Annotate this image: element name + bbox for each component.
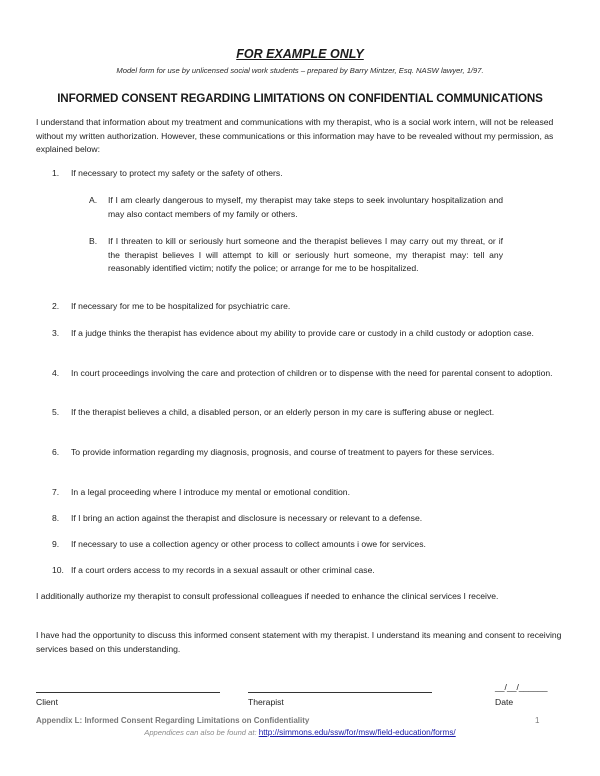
footer-note-text: Appendices can also be found at:	[144, 728, 259, 737]
list-text: If necessary to protect my safety or the safety of others.	[71, 168, 283, 178]
list-item	[52, 300, 572, 314]
authorization-paragraph: I additionally authorize my therapist to consult professional colleagues if needed to enhance the clinical services I receive.	[36, 591, 499, 601]
list-text: If necessary to use a collection agency or other process to collect amounts i owe for services.	[71, 539, 426, 549]
date-label: Date	[495, 697, 514, 707]
list-number: 10.	[52, 565, 64, 575]
list-text: If a judge thinks the therapist has evidence about my ability to provide care or custody in a child custody or adoption case.	[71, 328, 534, 338]
list-item	[52, 406, 572, 420]
sub-list-item	[89, 194, 503, 221]
example-only-heading: FOR EXAMPLE ONLY	[236, 47, 364, 61]
sub-list-item	[89, 235, 503, 276]
list-item	[52, 327, 572, 341]
form-attribution: Model form for use by unlicensed social work students – prepared by Barry Mintzer, Esq. NASW lawyer, 1/97.	[116, 66, 484, 75]
list-item	[52, 367, 572, 381]
list-item	[52, 512, 572, 526]
page-title: INFORMED CONSENT REGARDING LIMITATIONS ON CONFIDENTIAL COMMUNICATIONS	[57, 92, 543, 105]
page-number: 1	[535, 716, 540, 725]
list-item	[52, 446, 572, 460]
footer-appendix-title: Appendix L: Informed Consent Regarding Limitations on Confidentiality	[36, 716, 310, 725]
list-text: In a legal proceeding where I introduce my mental or emotional condition.	[71, 487, 350, 497]
client-label: Client	[36, 697, 58, 707]
list-number: 4.	[52, 368, 60, 378]
list-number: 3.	[52, 328, 60, 338]
list-number: 2.	[52, 301, 60, 311]
list-item	[52, 564, 572, 578]
therapist-label: Therapist	[248, 697, 284, 707]
list-item	[52, 167, 572, 181]
sub-list-letter: A.	[89, 195, 98, 205]
sub-list-letter: B.	[89, 236, 98, 246]
list-text: If I bring an action against the therapist and disclosure is necessary or relevant to a defense.	[71, 513, 423, 523]
list-number: 5.	[52, 407, 60, 417]
footer-note	[0, 728, 600, 737]
date-field[interactable]: __/__/______	[495, 682, 548, 692]
therapist-signature-line[interactable]	[248, 692, 432, 693]
list-item	[52, 486, 572, 500]
list-number: 9.	[52, 539, 60, 549]
list-text: In court proceedings involving the care and protection of children or to dispense with the need for parental consent to adoption.	[71, 368, 553, 378]
forms-link[interactable]: http://simmons.edu/ssw/for/msw/field-education/forms/	[258, 728, 456, 737]
sub-list-text: If I threaten to kill or seriously hurt someone and the therapist believes I may carry out my threat, or if the therapist believes I will attempt to kill or seriously hurt someone, my therapist may: tell any reasonably identified victim; notify the police; or arrange for me to be hospitalized.	[108, 236, 503, 274]
intro-paragraph: I understand that information about my treatment and communications with my therapist, who is a social work intern, will not be released without my written authorization. However, these communications or this information may have to be revealed without my permission, as explained below:	[36, 117, 554, 155]
closing-paragraph: I have had the opportunity to discuss this informed consent statement with my therapist. I understand its meaning and consent to receiving services based on this understanding.	[36, 630, 562, 654]
client-signature-line[interactable]	[36, 692, 220, 693]
sub-list-text: If I am clearly dangerous to myself, my therapist may take steps to seek involuntary hospitalization and may also contact members of my family or others.	[108, 195, 503, 219]
list-text: To provide information regarding my diagnosis, prognosis, and course of treatment to payers for these services.	[71, 447, 495, 457]
list-text: If a court orders access to my records in a sexual assault or other criminal case.	[71, 565, 375, 575]
list-number: 8.	[52, 513, 60, 523]
list-text: If necessary for me to be hospitalized for psychiatric care.	[71, 301, 291, 311]
list-number: 1.	[52, 168, 60, 178]
list-number: 6.	[52, 447, 60, 457]
list-item	[52, 538, 572, 552]
list-number: 7.	[52, 487, 60, 497]
list-text: If the therapist believes a child, a disabled person, or an elderly person in my care is suffering abuse or neglect.	[71, 407, 495, 417]
